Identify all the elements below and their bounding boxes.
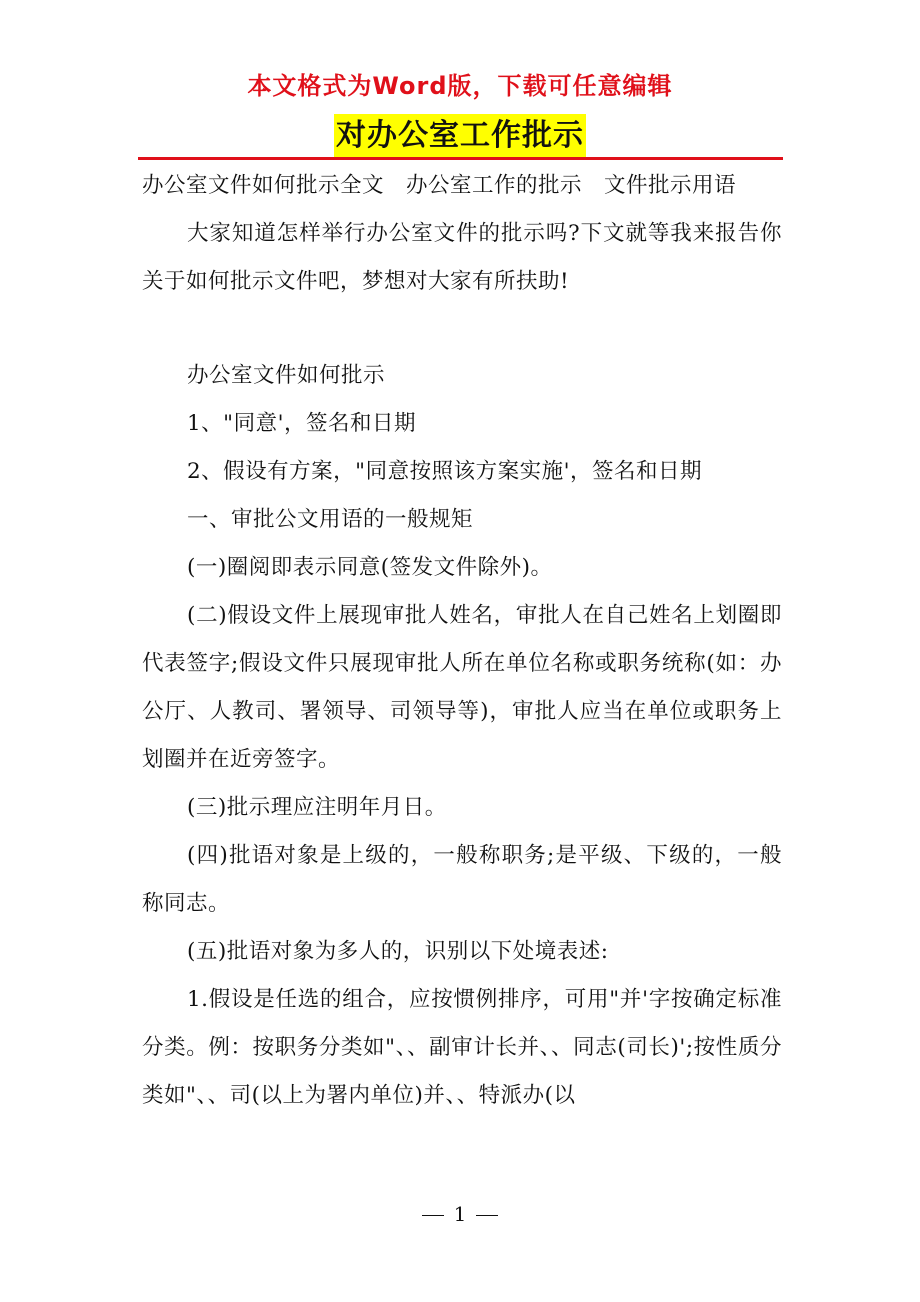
header-divider bbox=[138, 157, 783, 160]
rule-paragraph: (二)假设文件上展现审批人姓名，审批人在自己姓名上划圈即代表签字;假设文件只展现审批人所在单位名称或职务统称(如：办公厅、人教司、署领导、司领导等)，审批人应当在单位或职务上划圈并在近旁签字。 bbox=[142, 603, 782, 772]
list-item: 2、假设有方案，"同意按照该方案实施'，签名和日期 bbox=[187, 459, 702, 484]
download-notice: 本文格式为Word版，下载可任意编辑 bbox=[247, 72, 673, 100]
page-number: 1 bbox=[453, 1202, 467, 1226]
list-item: 1、"同意'，签名和日期 bbox=[187, 411, 416, 436]
rule-paragraph: (三)批示理应注明年月日。 bbox=[187, 795, 447, 820]
footer-dash-right bbox=[476, 1215, 498, 1216]
document-title: 对办公室工作批示 bbox=[334, 114, 586, 158]
paragraph-intro: 大家知道怎样举行办公室文件的批示吗?下文就等我来报告你关于如何批示文件吧，梦想对大家有所扶助! bbox=[142, 221, 782, 294]
subsection-heading: 一、审批公文用语的一般规矩 bbox=[187, 507, 474, 532]
paragraph-keywords: 办公室文件如何批示全文 办公室工作的批示 文件批示用语 bbox=[142, 173, 737, 198]
rule-paragraph: (四)批语对象是上级的，一般称职务;是平级、下级的，一般称同志。 bbox=[142, 843, 782, 916]
document-body bbox=[142, 162, 782, 1120]
section-heading: 办公室文件如何批示 bbox=[187, 363, 386, 388]
rule-paragraph: 1.假设是任选的组合，应按惯例排序，可用"并'字按确定标准分类。例：按职务分类如"、、副审计长并、、同志(司长)';按性质分类如"、、司(以上为署内单位)并、、特派办(以 bbox=[142, 987, 782, 1108]
rule-paragraph: (五)批语对象为多人的，识别以下处境表述: bbox=[187, 939, 609, 964]
footer-dash-left bbox=[422, 1215, 444, 1216]
page-footer bbox=[0, 1198, 920, 1230]
title-container bbox=[0, 114, 920, 158]
rule-paragraph: (一)圈阅即表示同意(签发文件除外)。 bbox=[187, 555, 553, 580]
